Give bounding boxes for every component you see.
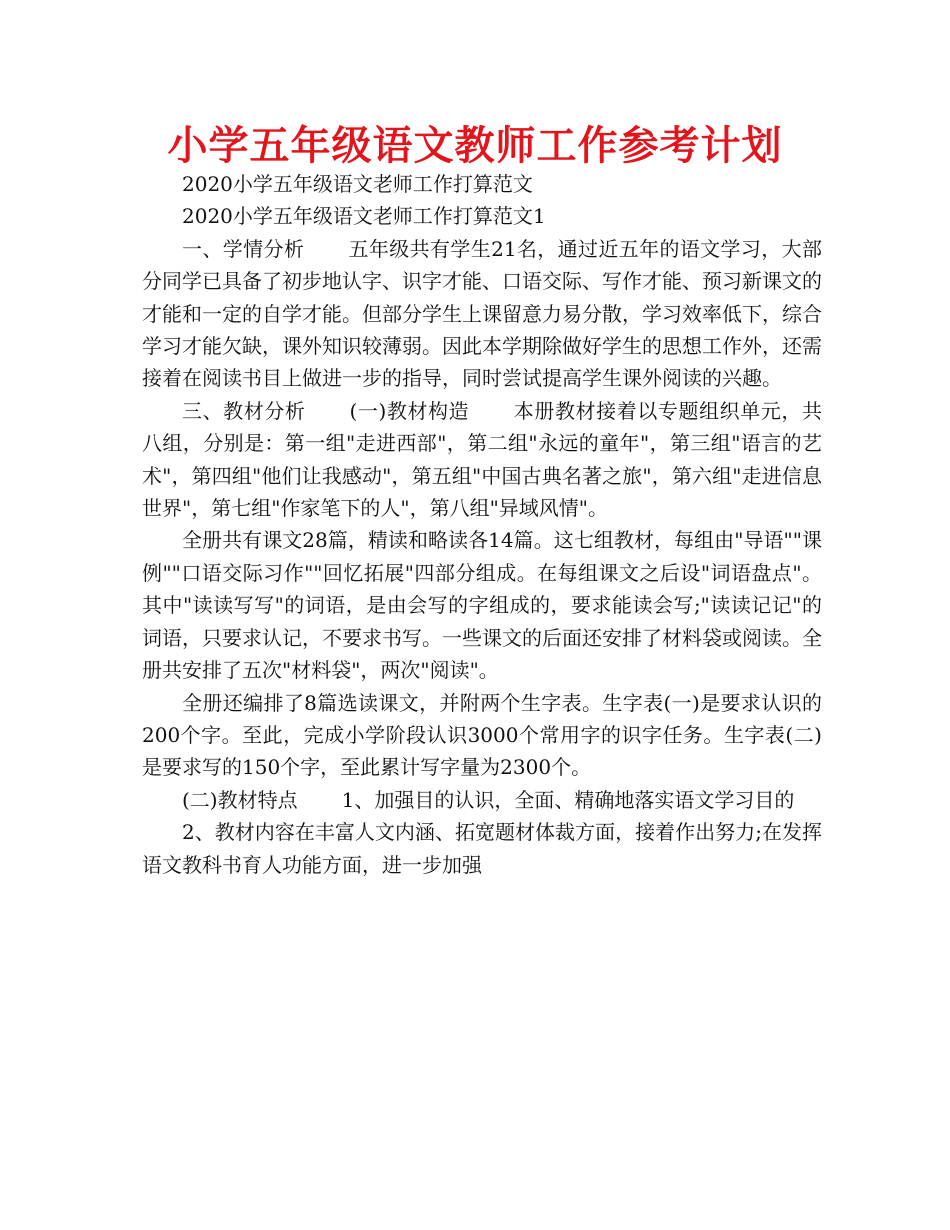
paragraph-features (142, 784, 822, 816)
document-title: 小学五年级语文教师工作参考计划 (167, 123, 783, 169)
paragraph-characters (142, 687, 822, 784)
subsection-heading: (二)教材特点 (182, 787, 298, 812)
paragraph-text: 全册还编排了8篇选读课文，并附两个生字表。生字表(一)是要求认识的200个字。至此，完成小学阶段认识3000个常用字的识字任务。生字表(二)是要求写的150个字，至此累计写字量为2300个。 (142, 690, 822, 780)
section-heading: 三、教材分析 (182, 398, 306, 423)
paragraph-subtitle-2 (142, 200, 822, 232)
section-heading: 一、学情分析 (182, 236, 305, 261)
subsection-heading: (一)教材构造 (349, 398, 470, 423)
paragraph-student-analysis (142, 233, 822, 395)
paragraph-text: 全册共有课文28篇，精读和略读各14篇。这七组教材，每组由"导语""课例""口语交际习作""回忆拓展"四部分组成。在每组课文之后设"词语盘点"。其中"读读写写"的词语，是由会写的字组成的，要求能读会写;"读读记记"的词语，只要求认记，不要求书写。一些课文的后面还安排了材料袋或阅读。全册共安排了五次"材料袋"，两次"阅读"。 (142, 528, 822, 683)
paragraph-textbook-analysis (142, 395, 822, 525)
paragraph-text: 2020小学五年级语文老师工作打算范文1 (182, 204, 546, 229)
paragraph-lessons (142, 524, 822, 686)
document-body (142, 168, 822, 881)
paragraph-text: 五年级共有学生21名，通过近五年的语文学习，大部分同学已具备了初步地认字、识字才能、口语交际、写作才能、预习新课文的才能和一定的自学才能。但部分学生上课留意力易分散，学习效率低下，综合学习才能欠缺，课外知识较薄弱。因此本学期除做好学生的思想工作外，还需接着在阅读书目上做进一步的指导，同时尝试提高学生课外阅读的兴趣。 (142, 236, 823, 391)
paragraph-text: 1、加强目的认识，全面、精确地落实语文学习目的 (341, 787, 795, 812)
paragraph-text: 2、教材内容在丰富人文内涵、拓宽题材体裁方面，接着作出努力;在发挥语文教科书育人功能方面，进一步加强 (142, 820, 822, 877)
paragraph-subtitle-1 (142, 168, 822, 200)
paragraph-content (142, 816, 822, 881)
paragraph-text: 2020小学五年级语文老师工作打算范文 (182, 172, 533, 196)
paragraph-text: 本册教材接着以专题组织单元，共八组，分别是：第一组"走进西部"，第二组"永远的童年"，第三组"语言的艺术"，第四组"他们让我感动"，第五组"中国古典名著之旅"，第六组"走进信息世界"，第七组"作家笔下的人"，第八组"异域风情"。 (142, 398, 822, 521)
